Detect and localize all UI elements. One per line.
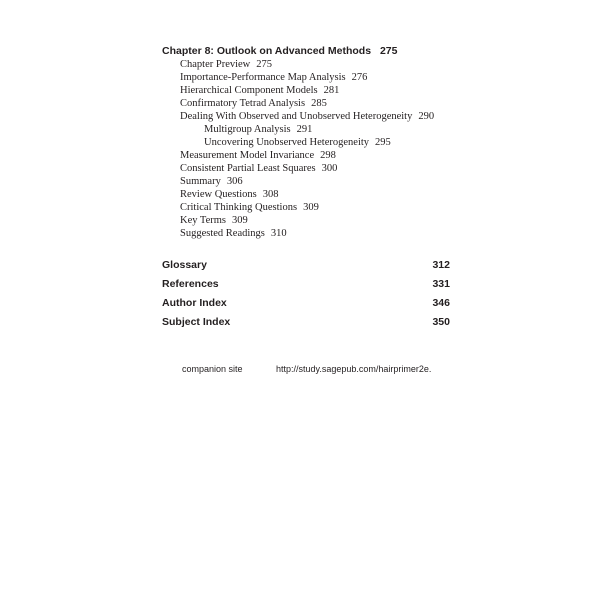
toc-entry <box>180 84 339 97</box>
toc-entry-label: Importance-Performance Map Analysis <box>180 72 346 83</box>
toc-entry-label: Suggested Readings <box>180 228 265 239</box>
toc-entry-page: 298 <box>320 150 336 161</box>
toc-entry-label: Consistent Partial Least Squares <box>180 163 316 174</box>
toc-entry <box>180 97 327 110</box>
toc-entry <box>180 110 434 123</box>
toc-entry-label: Hierarchical Component Models <box>180 85 318 96</box>
subject-index-label: Subject Index <box>162 316 231 328</box>
toc-entry-page: 290 <box>418 111 435 122</box>
toc-entry-label: Summary <box>180 176 221 187</box>
toc-entry-page: 306 <box>226 176 243 187</box>
toc-entry <box>180 227 287 240</box>
toc-entry-page: 309 <box>303 202 319 213</box>
toc-entry-page: 275 <box>256 59 273 70</box>
toc-entry-page: 285 <box>311 98 327 109</box>
author-index-page: 346 <box>432 297 450 309</box>
toc-entry-page: 309 <box>232 215 248 226</box>
toc-entry-page: 308 <box>262 189 279 200</box>
chapter-title: Chapter 8: Outlook on Advanced Methods <box>162 45 372 57</box>
references-page: 331 <box>432 278 450 290</box>
toc-entry-label: Uncovering Unobserved Heterogeneity <box>204 137 370 148</box>
toc-entry <box>180 214 248 227</box>
toc-entry <box>180 201 319 214</box>
companion-site-url[interactable]: http://study.sagepub.com/hairprimer2e. <box>276 364 432 374</box>
companion-site-label: companion site <box>182 364 243 374</box>
references-label: References <box>162 278 219 290</box>
author-index-label: Author Index <box>162 297 227 309</box>
toc-entry <box>180 188 278 201</box>
chapter-page: 275 <box>379 45 398 57</box>
toc-entry <box>180 149 336 162</box>
toc-entry-label: Review Questions <box>180 189 257 200</box>
toc-entry-label: Key Terms <box>180 215 227 226</box>
toc-entry-label: Multigroup Analysis <box>204 124 291 135</box>
toc-entry-page: 300 <box>321 163 338 174</box>
glossary-page: 312 <box>432 259 450 271</box>
toc-entry <box>180 175 243 188</box>
toc-entry-label: Dealing With Observed and Unobserved Heterogeneity <box>180 111 413 122</box>
toc-entry-page: 291 <box>296 124 313 135</box>
toc-entry <box>180 162 337 175</box>
toc-subentry <box>204 136 391 149</box>
toc-entry-page: 310 <box>270 228 287 239</box>
toc-subentry <box>204 123 312 136</box>
toc-entry-label: Chapter Preview <box>180 59 251 70</box>
toc-entry-page: 281 <box>323 85 340 96</box>
toc-entry-label: Critical Thinking Questions <box>180 202 298 213</box>
glossary-label: Glossary <box>162 259 207 271</box>
toc-entry <box>180 71 367 84</box>
toc-entry-label: Confirmatory Tetrad Analysis <box>180 98 306 109</box>
toc-entry-page: 295 <box>375 137 391 148</box>
toc-entry-page: 276 <box>351 72 368 83</box>
toc-entry <box>180 58 272 71</box>
chapter-heading <box>162 45 398 57</box>
subject-index-page: 350 <box>432 316 450 328</box>
toc-entry-label: Measurement Model Invariance <box>180 150 315 161</box>
